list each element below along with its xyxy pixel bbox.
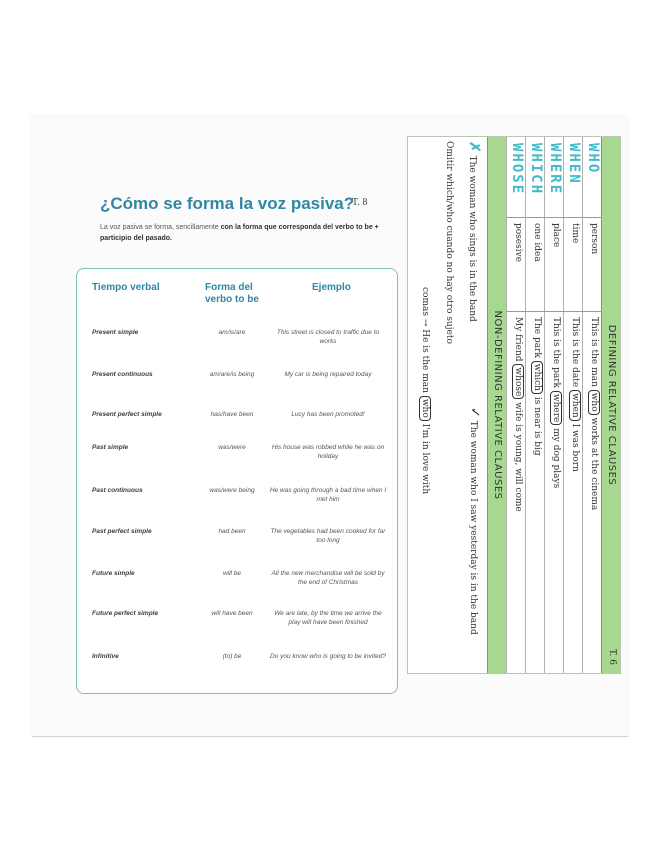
tense-cell: Present continuous	[92, 371, 153, 378]
header-form: Forma del verbo to be	[205, 282, 259, 305]
defining-header	[601, 137, 620, 673]
nd-text-4b: I'm in love with	[420, 423, 430, 495]
nd-note	[444, 141, 454, 673]
nd-example-2	[467, 407, 482, 673]
pronoun-use: time	[570, 223, 580, 244]
example-cell: Lucy has been promoted!	[291, 411, 365, 418]
nd-text-4: comas → He is the man	[420, 287, 430, 393]
nd-text-2: The woman who I saw yesterday is in the band	[468, 420, 478, 635]
example-cell: Do you know who is going to be invited?	[270, 653, 386, 660]
tense-cell: Past simple	[92, 444, 129, 451]
pronoun-use: posesive	[513, 223, 523, 263]
circled-pronoun: which	[531, 361, 543, 394]
tense-cell: Past continuous	[92, 487, 143, 494]
form-cell: will have been	[211, 610, 253, 617]
non-defining-title: NON-DEFINING RELATIVE CLAUSES	[492, 310, 503, 500]
right-tag: T. 6	[607, 648, 617, 665]
pronoun-example	[532, 317, 542, 456]
pronoun-label: WHEN	[566, 143, 582, 185]
check-mark-icon: ✓	[467, 407, 482, 418]
header-example: Ejemplo	[312, 282, 351, 293]
pronoun-label: WHERE	[547, 143, 563, 196]
tense-cell: Infinitive	[92, 653, 119, 660]
nd-example-3	[420, 287, 430, 673]
example-cell: He was going through a bad time when I met him	[269, 487, 387, 503]
pronoun-example	[589, 317, 599, 510]
circled-pronoun: when	[569, 390, 581, 421]
example-cell: All the new merchandise will be sold by the end of Christmas	[271, 570, 385, 586]
pronoun-label: WHOSE	[509, 143, 525, 196]
header-tense: Tiempo verbal	[92, 282, 160, 293]
tense-cell: Present simple	[92, 329, 139, 336]
circled-pronoun: where	[550, 391, 562, 425]
form-cell: am/is/are	[218, 329, 246, 336]
example-cell: His house was robbed while he was on holiday	[271, 444, 385, 460]
example-start: The park	[532, 317, 542, 358]
non-defining-header	[487, 137, 506, 673]
example-start: My friend	[513, 317, 523, 362]
pronoun-label: WHICH	[528, 143, 544, 196]
page-tag: T. 8	[352, 197, 368, 208]
example-end: is near is big	[532, 396, 542, 456]
example-cell: We are late, by the time we arrive the play will have been finished	[274, 610, 382, 626]
pronoun-example	[551, 317, 561, 488]
intro-plain: La voz pasiva se forma, sencillamente	[100, 224, 219, 231]
wrong-mark-icon: ✗	[466, 141, 482, 153]
pronoun-example	[513, 317, 523, 512]
handwritten-sheet	[408, 137, 620, 673]
example-end: my dog plays	[551, 428, 561, 489]
form-cell: was/were being	[209, 487, 255, 494]
handwritten-content	[407, 136, 621, 674]
nd-circled-word: who	[419, 396, 431, 421]
column-divider	[507, 311, 602, 312]
form-cell: am/are/is being	[209, 371, 255, 378]
circled-pronoun: whose	[512, 364, 524, 399]
form-cell: has/have been	[210, 411, 254, 418]
circled-pronoun: who	[588, 390, 600, 415]
form-cell: will be	[222, 570, 242, 577]
example-cell: The vegetables had been cooked for far too long	[270, 528, 386, 544]
form-cell: (to) be	[222, 653, 242, 660]
example-start: This is the date	[570, 317, 580, 388]
example-start: This is the park	[551, 317, 561, 388]
pronoun-use: person	[589, 223, 599, 255]
example-cell: My car is being repaired today	[284, 371, 372, 378]
tense-cell: Past perfect simple	[92, 528, 152, 535]
example-start: This is the man	[589, 317, 599, 387]
tense-cell: Future perfect simple	[92, 610, 159, 617]
tense-cell: Future simple	[92, 570, 135, 577]
bottom-edge	[32, 736, 628, 737]
intro-text	[100, 222, 392, 244]
page-title: ¿Cómo se forma la voz pasiva?	[100, 194, 355, 213]
column-divider	[507, 217, 602, 218]
pronoun-use: place	[551, 223, 561, 248]
form-cell: had been	[218, 528, 246, 535]
form-cell: was/were	[218, 444, 246, 451]
pronoun-use: one idea	[532, 223, 542, 262]
nd-text-3: Omitir which/who cuando no hay otro sujeto	[444, 141, 454, 344]
example-end: works at the cinema	[589, 417, 599, 511]
example-end: wife is young, will come	[513, 402, 523, 512]
nd-text-1: The woman who sings is in the band	[467, 155, 477, 322]
pronoun-label: WHO	[585, 143, 601, 175]
example-cell: This street is closed to traffic due to works	[276, 329, 380, 345]
pronoun-example	[570, 317, 580, 472]
tense-cell: Present perfect simple	[92, 411, 162, 418]
intro-bold: con la forma que corresponda del verbo to be + participio del pasado.	[100, 224, 379, 242]
example-end: I was born	[570, 423, 580, 472]
defining-title: DEFINING RELATIVE CLAUSES	[606, 324, 617, 486]
